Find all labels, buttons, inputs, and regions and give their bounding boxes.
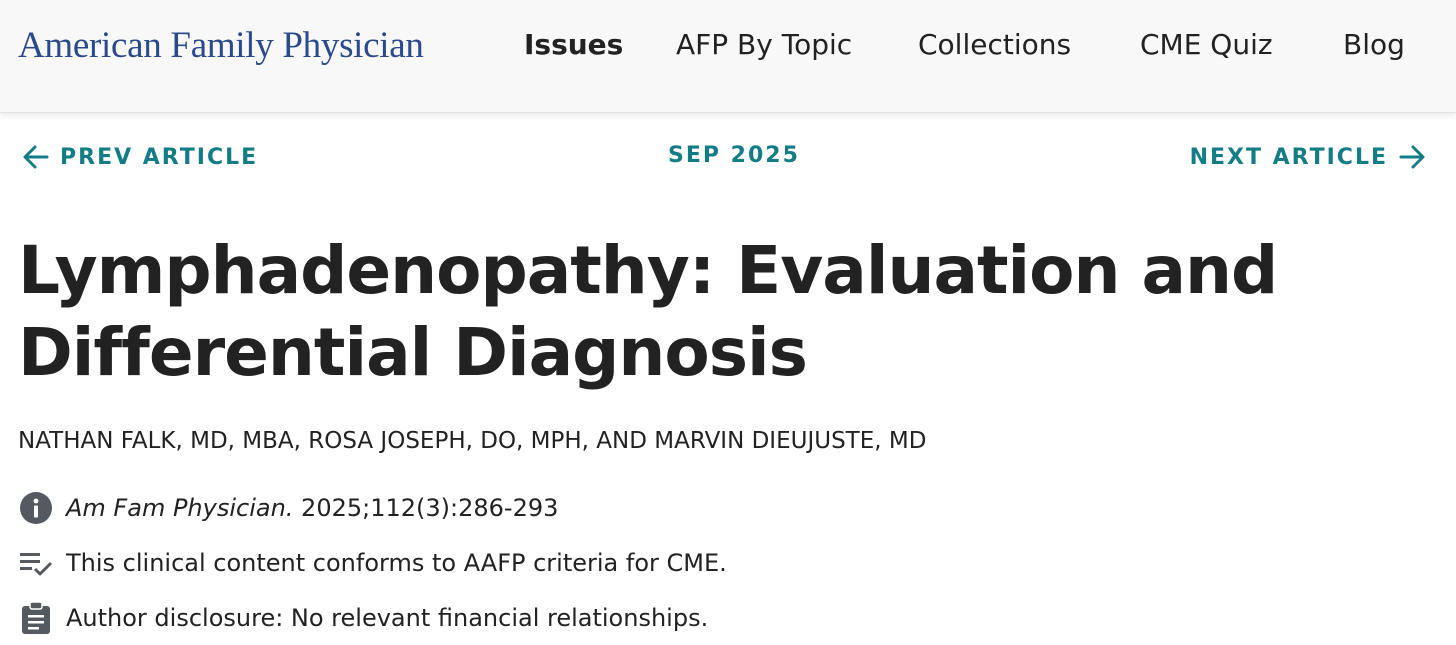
article-authors: NATHAN FALK, MD, MBA, ROSA JOSEPH, DO, MPH, AND MARVIN DIEUJUSTE, MD (18, 428, 927, 454)
citation-details: 2025;112(3):286-293 (293, 494, 559, 522)
nav-issues[interactable]: Issues (524, 28, 624, 61)
arrow-right-icon (1398, 143, 1426, 171)
prev-article-link[interactable] (22, 143, 258, 171)
next-article-label: NEXT ARTICLE (1189, 144, 1388, 170)
arrow-left-icon (22, 143, 50, 171)
article-title: Lymphadenopathy: Evaluation and Differential Diagnosis (18, 232, 1278, 391)
author-disclosure: Author disclosure: No relevant financial relationships. (66, 604, 709, 632)
cme-note: This clinical content conforms to AAFP criteria for CME. (66, 549, 727, 577)
nav-cme-quiz[interactable]: CME Quiz (1140, 28, 1273, 61)
site-logo[interactable]: American Family Physician (18, 25, 424, 66)
clipboard-icon (18, 600, 54, 636)
checklist-icon (18, 545, 54, 581)
cme-row (18, 545, 727, 581)
nav-blog[interactable]: Blog (1343, 28, 1405, 61)
disclosure-row (18, 600, 708, 636)
citation-journal: Am Fam Physician. (66, 494, 294, 522)
prev-article-label: PREV ARTICLE (60, 144, 259, 170)
issue-date: SEP 2025 (668, 143, 800, 168)
info-icon[interactable] (18, 490, 54, 526)
citation-row (18, 490, 558, 526)
nav-collections[interactable]: Collections (918, 28, 1072, 61)
site-header (0, 0, 1456, 113)
nav-afp-by-topic[interactable]: AFP By Topic (676, 28, 853, 61)
next-article-link[interactable] (1190, 143, 1426, 171)
